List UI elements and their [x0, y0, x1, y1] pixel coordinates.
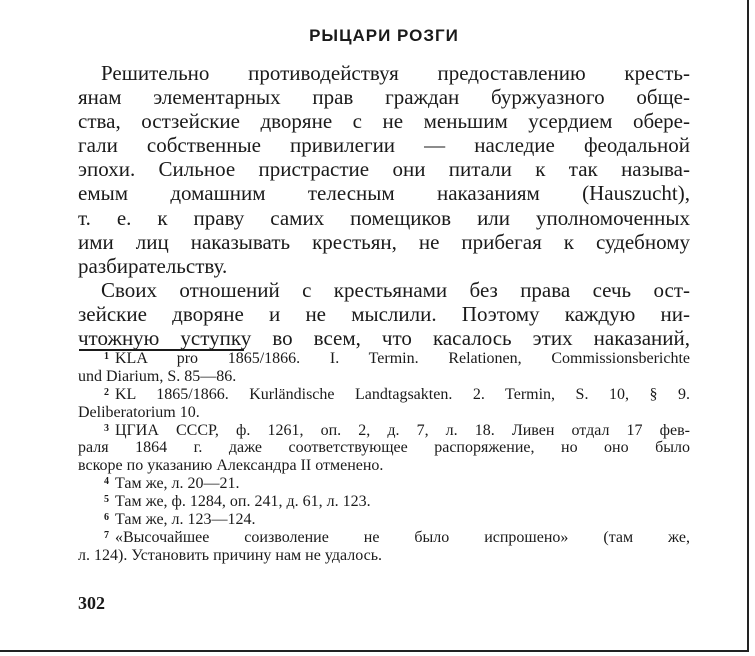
page-number: 302 [78, 593, 105, 613]
footnote-marker: 6 [104, 512, 109, 524]
footnote-1 [78, 350, 690, 386]
footnote-line [78, 529, 690, 547]
footnote-text: Там же, л. 20—21. [115, 475, 240, 493]
footnote-6 [78, 511, 690, 529]
body-text [78, 61, 690, 350]
footnote-text: KLA pro 1865/1866. I. Termin. Relationen, Commissionsberichte [115, 350, 690, 367]
footnote-text: «Высочайшее соизволение не было испрошено» (там же, [115, 528, 690, 546]
footnote-4 [78, 475, 690, 493]
footnote-line: und Diarium, S. 85—86. [78, 367, 237, 385]
footnote-line: Deliberatorium 10. [78, 403, 200, 421]
body-line: эпохи. Сильное пристрастие они питали к так называ- [78, 157, 690, 182]
footnote-line: л. 124). Установить причину нам не удалось. [78, 546, 382, 564]
footnote-3 [78, 422, 690, 476]
body-line: ства, остзейские дворяне с не меньшим усердием обере- [78, 109, 690, 134]
body-line: емым домашним телесным наказаниям (Hauszucht), [78, 181, 690, 206]
body-line: гали собственные привилегии — наследие феодальной [78, 133, 690, 158]
footnote-text: Там же, л. 123—124. [115, 511, 256, 529]
body-line: Решительно противодействуя предоставлению кресть- [101, 61, 690, 85]
footnote-line [78, 511, 690, 529]
footnote-line: вскоре по указанию Александра II отменено. [78, 457, 384, 475]
footnotes [78, 350, 690, 565]
body-line: ими лиц наказывать крестьян, не прибегая к судебному [78, 229, 690, 254]
footnote-line [78, 386, 690, 404]
footnote-text: ЦГИА СССР, ф. 1261, оп. 2, д. 7, л. 18. Ливен отдал 17 фев- [115, 421, 690, 439]
body-line: Своих отношений с крестьянами без права сечь ост- [101, 277, 690, 302]
footnote-marker: 7 [104, 529, 109, 541]
footnote-marker: 4 [104, 476, 109, 488]
footnote-2 [78, 386, 690, 422]
footnote-7 [78, 529, 690, 565]
chapter-heading: РЫЦАРИ РОЗГИ [309, 26, 459, 45]
footnote-marker: 1 [104, 351, 109, 362]
footnote-line [78, 475, 690, 493]
footnote-line [78, 422, 690, 440]
footnote-text: KL 1865/1866. Kurländische Landtagsakten. 2. Termin, S. 10, § 9. [115, 385, 690, 403]
footnote-marker: 5 [104, 494, 109, 506]
body-line: чтожную уступку во всем, что касалось этих наказаний, [78, 326, 690, 351]
footnote-line [78, 493, 690, 511]
footnote-5 [78, 493, 690, 511]
body-line: зейские дворяне и не мыслили. Поэтому каждую ни- [78, 301, 690, 326]
body-line: разбирательству. [78, 253, 228, 278]
footnote-line: раля 1864 г. даже соответствующее распоряжение, но оно было [78, 439, 690, 457]
footnote-line [78, 350, 690, 368]
footnote-marker: 2 [104, 386, 109, 398]
body-line: янам элементарных прав граждан буржуазного обще- [78, 85, 690, 110]
body-line: т. е. к праву самих помещиков или уполномоченных [78, 205, 690, 230]
footnote-text: Там же, ф. 1284, оп. 241, д. 61, л. 123. [115, 493, 371, 511]
footnote-marker: 3 [104, 422, 109, 434]
